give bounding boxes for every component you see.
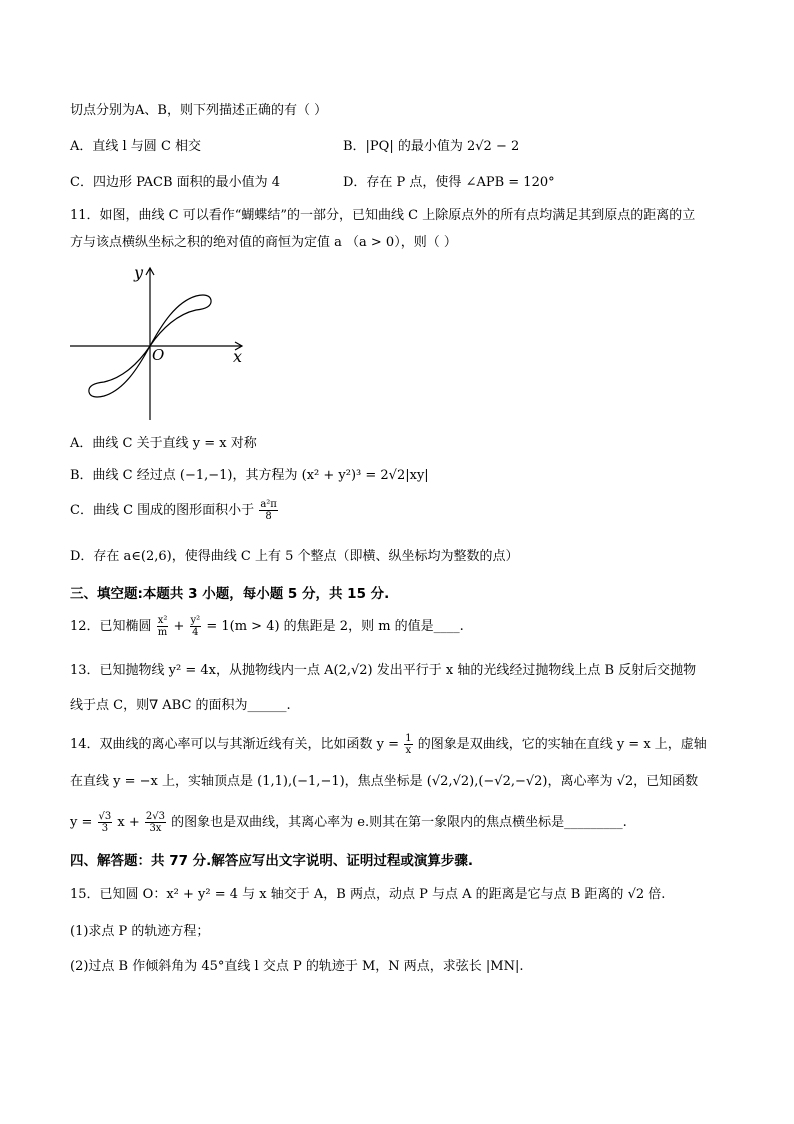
q15-part2: (2)过点 B 作倾斜角为 45°直线 l 交点 P 的轨迹于 M，N 两点，求弦长 |MN|. — [70, 959, 524, 974]
q11-stem-line1: 11．如图，曲线 C 可以看作“蝴蝶结”的一部分，已知曲线 C 上除原点外的所有点均满足其到原点的距离的立 — [70, 208, 696, 223]
fraction-y2-over-4: $\frac{\text{y²}}{4}$ — [190, 615, 201, 638]
q14-line1: 14．双曲线的离心率可以与其渐近线有关，比如函数 y = $\frac{1}{x}$ 的图象是双曲线，它的实轴在直线 y = x 上，虚轴 — [70, 733, 707, 756]
fraction-2root3-over-3x: $\frac{2√3}{3x}$ — [145, 811, 165, 834]
y-axis-label: y — [134, 263, 144, 282]
q10-option-d: D．存在 P 点，使得 ∠APB = 120° — [343, 175, 555, 190]
curve-lower-lobe — [89, 346, 150, 397]
q11-option-c — [70, 498, 279, 524]
fraction-a2pi-over-8: $\frac{\text{a²π}}{8}$ — [260, 499, 277, 522]
q14-line3: y = $\frac{√3}{3}$ x + $\frac{2√3}{3x}$ 的图象也是双曲线，其离心率为 e.则其在第一象限内的焦点横坐标是_________. — [70, 811, 627, 834]
q10-option-b: B．|PQ| 的最小值为 2√2 − 2 — [343, 139, 520, 154]
q12: 12．已知椭圆 $\frac{\text{x²}}{m}$ + $\frac{\text{y²}}{4}$ = 1(m > 4) 的焦距是 2，则 m 的值是____. — [70, 615, 464, 638]
q11-option-d: D．存在 a∈(2,6)，使得曲线 C 上有 5 个整点（即横、纵坐标均为整数的点） — [70, 549, 519, 564]
q10-option-a: A．直线 l 与圆 C 相交 — [70, 139, 202, 154]
curve-upper-lobe — [150, 295, 211, 346]
q15-part1: (1)求点 P 的轨迹方程； — [70, 924, 210, 939]
q11-option-b: B．曲线 C 经过点 (−1,−1)，其方程为 (x² + y²)³ = 2√2|xy| — [70, 468, 429, 483]
q15-stem: 15．已知圆 O：x² + y² = 4 与 x 轴交于 A，B 两点，动点 P 与点 A 的距离是它与点 B 距离的 √2 倍. — [70, 887, 666, 902]
fraction-1-over-x: $\frac{1}{x}$ — [405, 733, 412, 756]
q10-option-c: C．四边形 PACB 面积的最小值为 4 — [70, 175, 281, 190]
q11-stem-line2: 方与该点横纵坐标之积的绝对值的商恒为定值 a （a > 0），则（ ） — [70, 235, 457, 250]
q11-option-a: A．曲线 C 关于直线 y = x 对称 — [70, 436, 257, 451]
q13-line1: 13．已知抛物线 y² = 4x，从抛物线内一点 A(2,√2) 发出平行于 x 轴的光线经过抛物线上点 B 反射后交抛物 — [70, 663, 697, 678]
q10-stem-tail: 切点分别为A、B，则下列描述正确的有（ ） — [70, 103, 328, 118]
q11-option-c-text: C．曲线 C 围成的图形面积小于 — [70, 503, 255, 518]
butterfly-curve-figure — [70, 262, 250, 424]
origin-label: O — [152, 346, 165, 364]
fraction-root3-over-3: $\frac{√3}{3}$ — [98, 811, 112, 834]
q13-line2: 线于点 C，则∇ ABC 的面积为______. — [70, 698, 291, 713]
section-3-heading: 三、填空题:本题共 3 小题，每小题 5 分，共 15 分. — [70, 586, 390, 602]
fraction-x2-over-m: $\frac{\text{x²}}{m}$ — [157, 615, 168, 638]
section-4-heading: 四、解答题：共 77 分.解答应写出文字说明、证明过程或演算步骤. — [70, 853, 473, 869]
x-axis-label: x — [233, 347, 243, 366]
q14-line2: 在直线 y = −x 上，实轴顶点是 (1,1),(−1,−1)，焦点坐标是 (√2,√2),(−√2,−√2)，离心率为 √2，已知函数 — [70, 774, 699, 789]
